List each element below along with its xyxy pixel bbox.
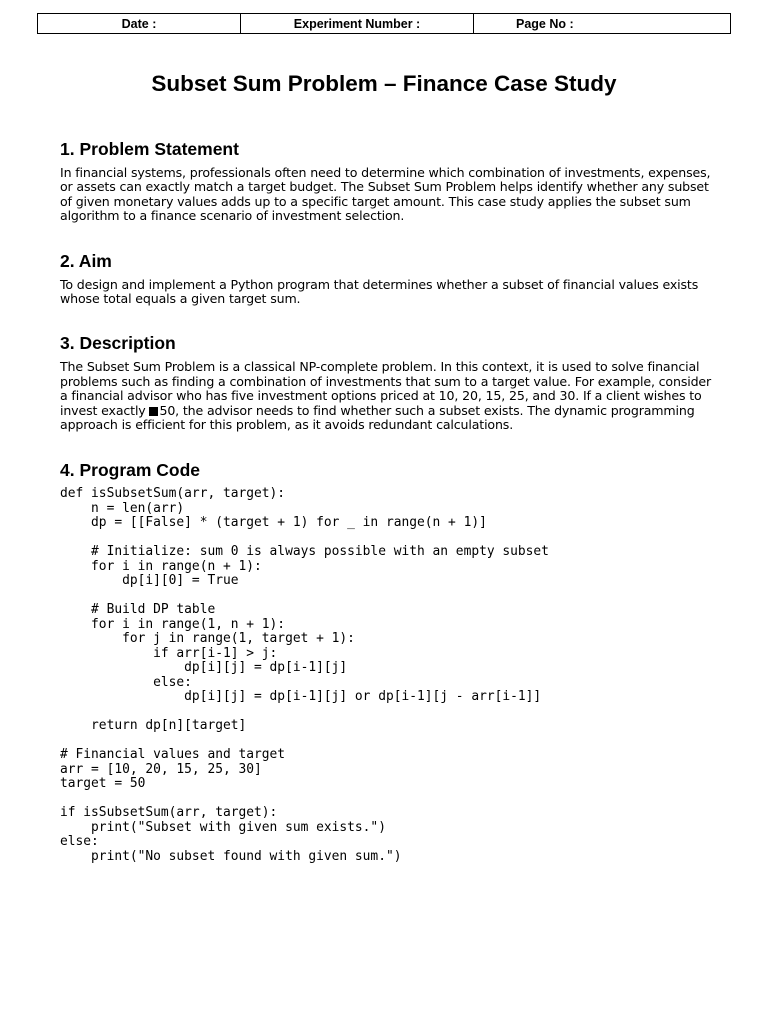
code-line: else:	[60, 674, 192, 690]
header-table	[37, 13, 731, 34]
code-line: target = 50	[60, 776, 146, 792]
section-spacer	[60, 224, 720, 250]
code-line: dp[i][j] = dp[i-1][j] or dp[i-1][j - arr[i-1]]	[60, 689, 542, 705]
aim-text: To design and implement a Python program that determines whether a subset of financial values exists whose total equals a given target sum.	[60, 276, 699, 307]
code-line: dp = [[False] * (target + 1) for _ in range(n + 1)]	[60, 515, 487, 531]
code-line: # Initialize: sum 0 is always possible with an empty subset	[60, 544, 549, 560]
code-line: for i in range(n + 1):	[60, 558, 262, 574]
code-line: return dp[n][target]	[60, 718, 247, 734]
code-line: print("Subset with given sum exists.")	[60, 819, 386, 835]
document-body	[60, 138, 720, 864]
aim-heading: 2. Aim	[60, 250, 112, 271]
code-line: if isSubsetSum(arr, target):	[60, 805, 278, 821]
code-line: print("No subset found with given sum.")	[60, 848, 402, 864]
section-spacer	[60, 432, 720, 459]
code-line	[60, 792, 720, 807]
code-line: # Build DP table	[60, 602, 216, 618]
section-spacer	[60, 306, 720, 332]
code-line: dp[i][j] = dp[i-1][j]	[60, 660, 348, 676]
code-line: n = len(arr)	[60, 500, 185, 516]
page-number-label: Page No :	[473, 14, 730, 33]
code-line: if arr[i-1] > j:	[60, 645, 278, 661]
code-line: dp[i][0] = True	[60, 573, 239, 589]
code-line: for i in range(1, n + 1):	[60, 616, 286, 632]
description-text-part-1: The Subset Sum Problem is a classical NP-complete problem. In this context, it is used to solve financial problems such as finding a combination of investments that sum to a target value. For example, consider a financial advisor who has five investment options priced at 10, 20, 15, 25, and 30. If a client wishes to invest exactly	[60, 359, 712, 418]
experiment-number-label: Experiment Number :	[240, 14, 473, 33]
code-line	[60, 531, 720, 546]
description-heading: 3. Description	[60, 333, 176, 354]
code-line	[60, 589, 720, 604]
program-code-heading: 4. Program Code	[60, 460, 201, 481]
missing-currency-glyph-icon	[149, 407, 158, 416]
description-text-part-2: 50, the advisor needs to find whether such a subset exists. The dynamic programming approach is efficient for this problem, as it avoids redundant calculations.	[60, 402, 695, 433]
code-line: for j in range(1, target + 1):	[60, 631, 355, 647]
code-line: arr = [10, 20, 15, 25, 30]	[60, 761, 262, 777]
date-label: Date :	[121, 16, 157, 31]
description-text	[60, 360, 720, 432]
code-line	[60, 734, 720, 749]
code-line	[60, 705, 720, 720]
code-line: else:	[60, 834, 99, 850]
program-code-block	[60, 487, 720, 864]
document-title: Subset Sum Problem – Finance Case Study	[151, 71, 617, 96]
code-line: def isSubsetSum(arr, target):	[60, 486, 286, 502]
problem-statement-heading: 1. Problem Statement	[60, 139, 239, 159]
code-line: # Financial values and target	[60, 747, 286, 763]
problem-statement-text: In financial systems, professionals often need to determine which combination of investments, expenses, or assets can exactly match a target budget. The Subset Sum Problem helps identify whether any subset of given monetary values adds up to a specific target amount. This case study applies the subset sum algorithm to a finance scenario of investment selection.	[60, 165, 711, 224]
